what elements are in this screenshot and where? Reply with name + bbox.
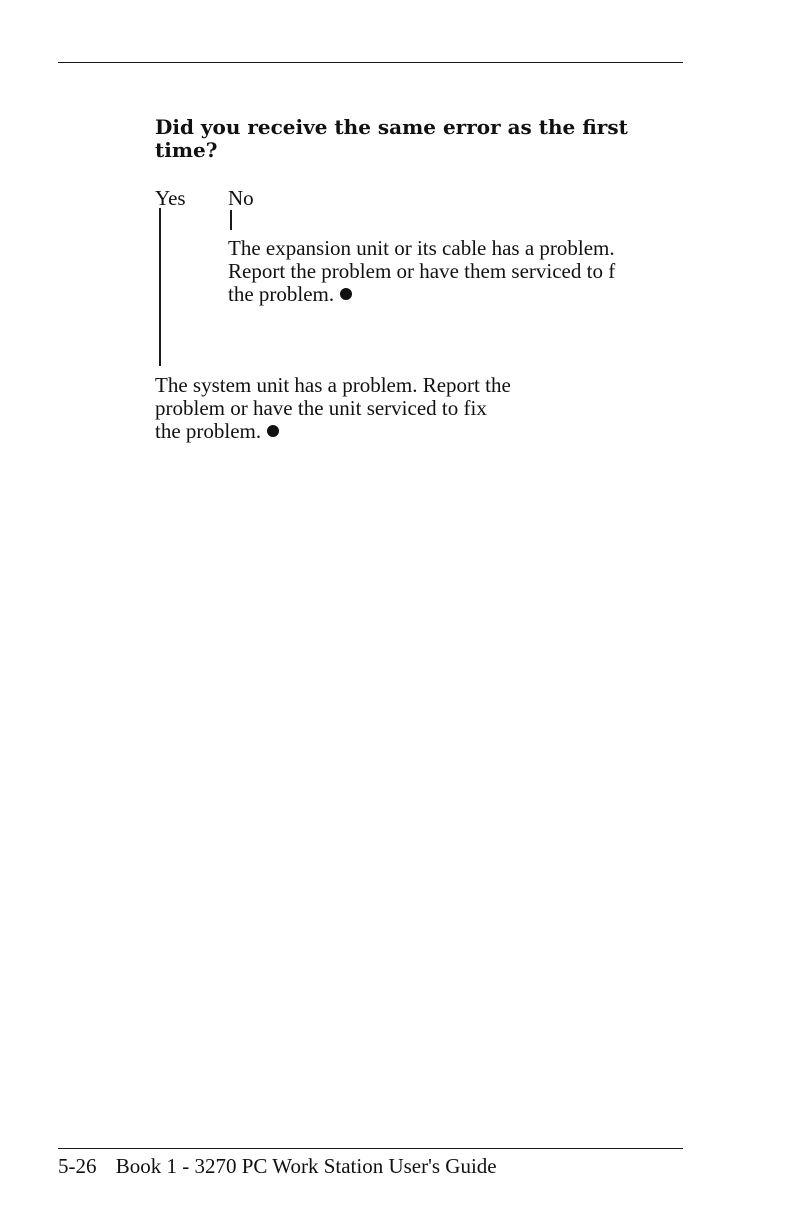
decision-question	[155, 116, 675, 162]
page-footer	[58, 1154, 497, 1179]
no-result-line-3	[228, 283, 615, 306]
yes-result-line-2: problem or have the unit serviced to fix	[155, 396, 487, 420]
end-bullet-icon	[267, 425, 279, 437]
yes-result-line-3	[155, 420, 511, 443]
page-number: 5-26	[58, 1154, 97, 1178]
yes-label: Yes	[155, 186, 186, 210]
no-result-line-1: The expansion unit or its cable has a problem.	[228, 236, 615, 260]
no-result-text	[228, 237, 615, 306]
question-line-2: time?	[155, 138, 218, 162]
yes-result-line-1: The system unit has a problem. Report the	[155, 373, 511, 397]
top-rule	[58, 62, 683, 63]
question-line-1: Did you receive the same error as the first	[155, 115, 628, 139]
yes-result-line-3-text: the problem.	[155, 419, 262, 443]
no-branch-line	[230, 210, 232, 230]
no-label: No	[228, 186, 254, 210]
no-result-line-2: Report the problem or have them serviced to f	[228, 259, 616, 283]
yes-result-text	[155, 374, 511, 443]
book-title: Book 1 - 3270 PC Work Station User's Guide	[115, 1154, 497, 1178]
footer-rule	[58, 1148, 683, 1149]
yes-branch-line	[159, 208, 161, 366]
no-result-line-3-text: the problem.	[228, 282, 335, 306]
end-bullet-icon	[340, 288, 352, 300]
